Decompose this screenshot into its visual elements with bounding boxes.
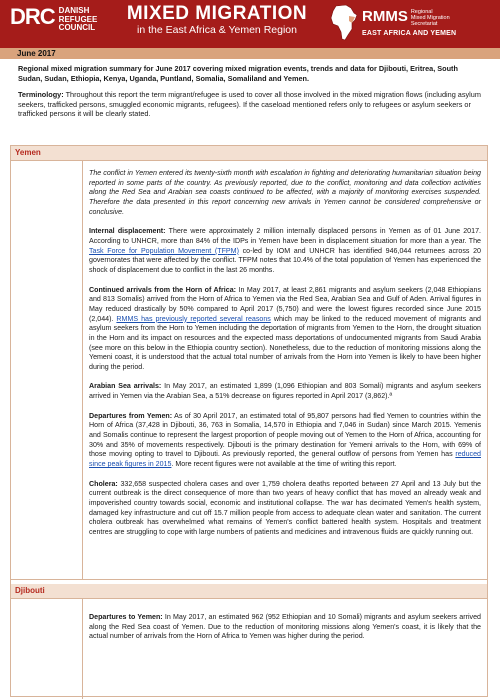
peak-figures-link[interactable]: reduced since peak figures in 2015 [89,450,481,469]
terminology-text: Throughout this report the term migrant/refugee is used to cover all those involved in the mixed migration flows (including asylum seekers, trafficked persons, smuggled economic migrants, refugees). If the caseload mentioned refers only to refugees or asylum seekers or trafficked persons it will be clearly stated. [18,90,481,119]
internal-displacement-paragraph [89,227,481,275]
arabian-sea-paragraph [89,382,481,401]
report-subtitle: in the East Africa & Yemen Region [137,24,297,36]
paragraph-heading: Departures to Yemen: [89,613,163,621]
rmms-full-name [411,9,450,27]
report-title-block [112,3,322,37]
rmms-region: EAST AFRICA AND YEMEN [362,30,457,37]
paragraph-text: In May 2017, an estimated 1,899 (1,096 Ethiopian and 803 Somali) migrants and asylum seekers arrived in Yemen via the Arabian Sea, a 51% decrease on figures reported in April 2017 (3,862).ª [89,382,481,401]
paragraph-text: co-led by IOM and UNHCR has identified 946,044 returnees across 20 governorates that were affected by the conflict. TFPM notes that 10.4% of the total population of Yemen has experienced the shock of displacement due to conflict in the last 26 months. [89,246,481,274]
drc-name-line: REFUGEE [58,14,98,24]
tfpm-link[interactable]: Task Force for Population Movement (TFPM) [89,246,239,255]
paragraph-heading: Departures from Yemen: [89,411,173,420]
terminology-note [18,90,482,119]
rmms-name-line: Secretariat [410,21,438,27]
horn-arrivals-paragraph [89,286,481,373]
paragraph-heading: Arabian Sea arrivals: [89,382,162,391]
intro [18,64,482,119]
paragraph-text: As of 30 April 2017, an estimated total of 95,807 persons had fled Yemen to countries within the Horn of Africa (37,428 in Djibouti, 36, 763 in Somalia, 14,570 in Ethiopia and 7,046 in Sudan) since March 2015. Yemenis and Somalis continue to represent the largest proportion of people moving out of Yemen to the Horn of Africa, accounting for 30% and 35% of movements respectively. Djibouti is the primary destination for Yemeni arrivals to the Horn, with 69% of those moving opting to travel to Djibouti. As previously reported, the general outflow of persons from Yemen has [89,411,481,459]
section-header-djibouti: Djibouti [11,584,487,599]
paragraph-text: In May 2017, an estimated 962 (952 Ethiopian and 10 Somali) migrants and asylum seekers arrived along the Red Sea coast of Yemen. Due to the reduction of monitoring missions along Yemen's coast, it is likely that the actual number of arrivals from the Horn of Africa to Yemen was higher during the period. [89,613,481,641]
summary-text: Regional mixed migration summary for June 2017 covering mixed migration events, trends and data for Djibouti, Eritrea, South Sudan, Sudan, Ethiopia, Kenya, Uganda, Puntland, Somalia, Somaliland and Yemen. [18,64,458,83]
paragraph-heading: Cholera: [89,479,118,488]
paragraph-text: There were approximately 2 million internally displaced persons in Yemen as of 01 June 2017. According to UNHCR, more than 84% of the IDPs in Yemen have been in displacement situation for more than a year. The [89,227,481,245]
section-body-yemen [11,161,487,580]
paragraph-text: which may be linked to the reduced movement of migrants and asylum seekers from the Horn to Yemen including the deportation of migrants from Yemen to the Horn, the drought situation in the Horn and its impact on resources and the expected mass deportations of undocumented migrants from Saudi Arabia (see more on this below in the Ethiopia country section). Nonetheless, due to the reduction of monitoring missions along the Yemeni coast, it is understood that the actual total number of arrivals from the Horn into Yemen is likely to have been higher during the period. [89,314,481,371]
section-body-djibouti [11,599,487,699]
report-title: MIXED MIGRATION [126,3,308,24]
paragraph-text: 332,658 suspected cholera cases and over 1,759 cholera deaths reported between 27 April and 13 July but the current outbreak is the direct consequence of more than two years of heavy conflict that has moved an already weak and impoverished country towards social, economic and institutional collapse. The war has decimated Yemen's health system, damaged key infrastructure and cut off 15.7 million people from access to adequate clean water and sanitation. The current cholera outbreak has overwhelmed what remains of Yemen's conflict battered health system. Hospitals and treatment centres are struggling to cope with large numbers of patients and medicines and intravenous fluids are quickly running out. [89,479,481,536]
drc-logo [10,6,97,33]
djibouti-departures-paragraph [89,613,481,642]
drc-org-name [59,7,98,33]
report-date: June 2017 [0,48,500,59]
drc-name-line: DANISH [58,6,90,15]
rmms-logo [362,8,456,37]
report-header [0,0,500,48]
rmms-name-line: Mixed Migration [410,15,450,21]
country-table [10,145,488,697]
section-header-yemen: Yemen [11,146,487,161]
paragraph-text: In May 2017, at least 2,861 migrants and asylum seekers (2,048 Ethiopians and 813 Somalis) arrived from the Horn of Africa to Yemen via the Red Sea, Arabian Sea and Gulf of Aden. Arrival figures in May reduced drastically by 50% compared to April 2017 (5,750) and were the lowest figures recorded since June 2015 (2,044). [89,285,481,323]
rmms-logo-text: RMMS [362,8,408,25]
rmms-reasons-link[interactable]: RMMS has previously reported several reasons [116,314,271,323]
cholera-paragraph [89,480,481,538]
paragraph-heading: Continued arrivals from the Horn of Africa: [89,285,237,294]
yemen-content [83,161,487,538]
djibouti-content [83,599,487,642]
paragraph-heading: Internal displacement: [89,227,166,236]
rmms-name-line: Regional [410,9,433,15]
yemen-conflict-paragraph: The conflict in Yemen entered its twenty-sixth month with escalation in fighting and deteriorating humanitarian situation being reported in some parts of the country. As previously reported, due to the conflict, monitoring and data collection activities along the Red Sea and Arabian sea coasts continued to be affected, with a majority of monitoring exercises suspended. Therefore the data presented in this report concerning new arrivals in Yemen cannot be considered comprehensive or conclusive. [89,169,481,216]
paragraph-text: . More recent figures were not available at the time of writing this report. [171,460,397,469]
terminology-label: Terminology: [18,90,64,100]
africa-map-icon [330,4,358,42]
drc-name-line: COUNCIL [58,23,96,32]
departures-paragraph [89,412,481,470]
drc-logo-mark: DRC [10,4,55,29]
